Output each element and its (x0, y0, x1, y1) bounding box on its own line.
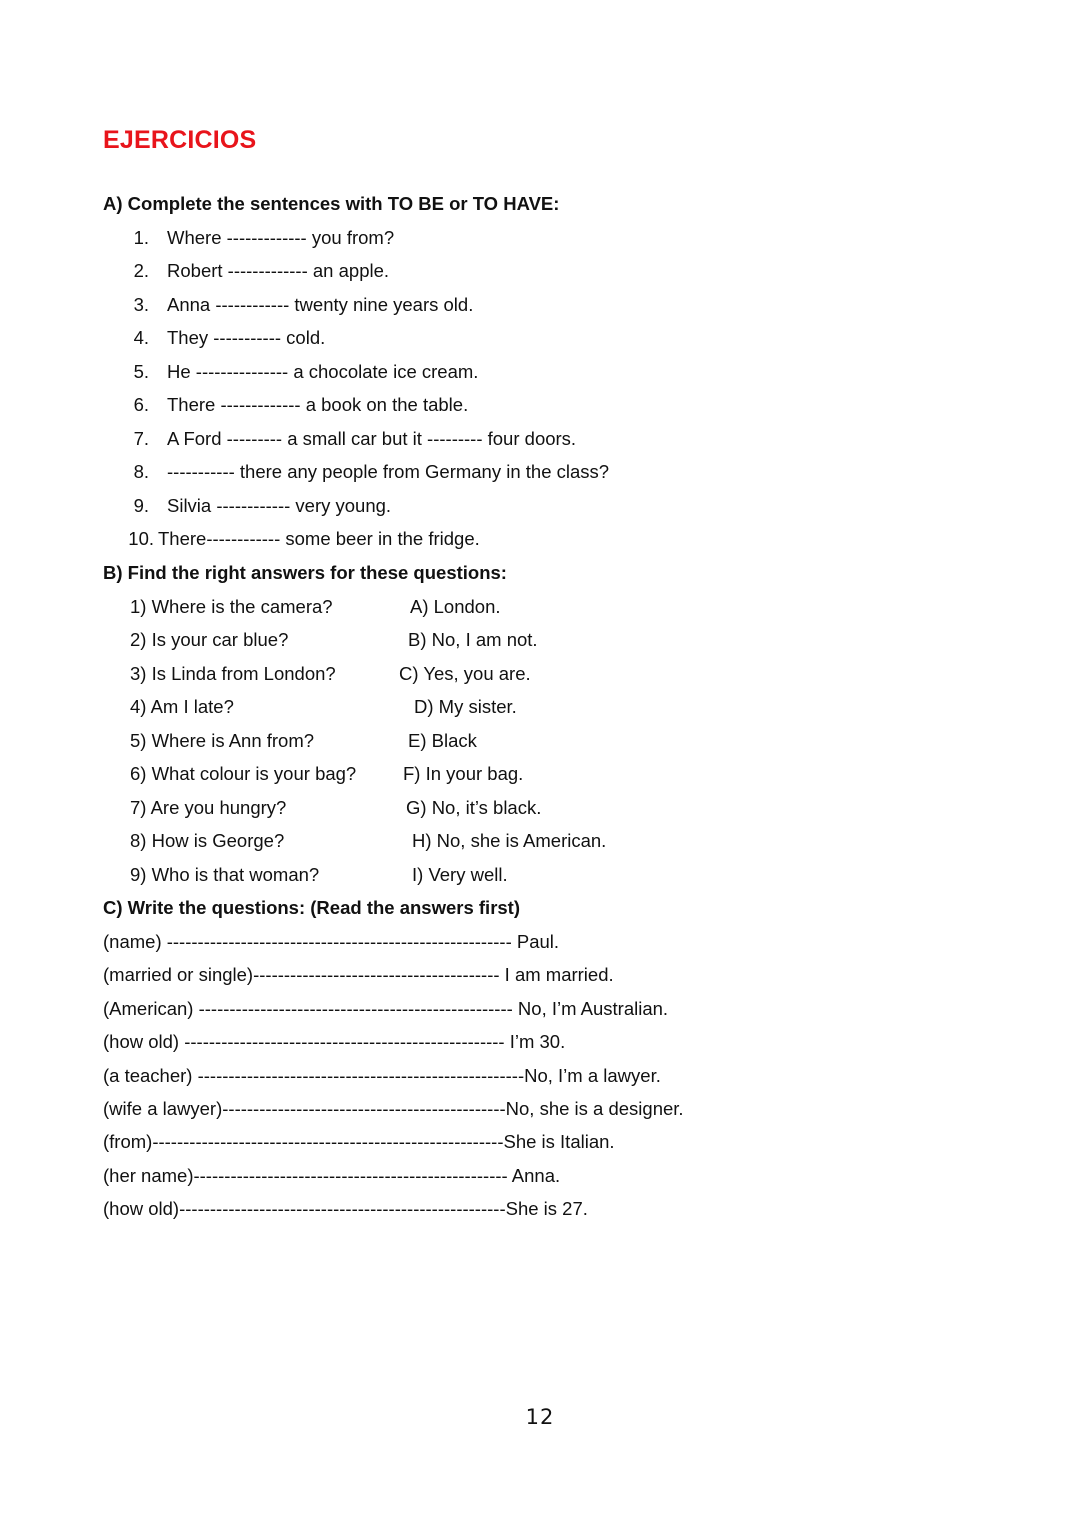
item-text: They ----------- cold. (167, 327, 326, 348)
question-line: (how old) ---------------------------------------------------- I’m 30. (103, 1031, 566, 1052)
item-number: 6. (133, 394, 149, 415)
question-item: 8) How is George? (130, 830, 285, 851)
item-text: He --------------- a chocolate ice cream. (167, 361, 479, 382)
answer-item: A) London. (410, 596, 501, 617)
page-number: 12 (525, 1405, 555, 1429)
item-text: A Ford --------- a small car but it --------- four doors. (167, 428, 577, 449)
section-c-heading: C) Write the questions: (Read the answers first) (103, 897, 520, 918)
question-line: (married or single)---------------------------------------- I am married. (103, 964, 614, 985)
question-line: (her name)--------------------------------------------------- Anna. (103, 1165, 561, 1186)
answer-item: I) Very well. (412, 864, 508, 885)
answer-item: E) Black (408, 730, 477, 751)
item-text: Where ------------- you from? (167, 227, 395, 248)
item-number: 4. (133, 327, 149, 348)
answer-item: C) Yes, you are. (399, 663, 531, 684)
question-item: 9) Who is that woman? (130, 864, 320, 885)
answer-item: G) No, it’s black. (406, 797, 542, 818)
item-number: 9. (133, 495, 149, 516)
item-number: 10. (128, 528, 154, 549)
item-number: 2. (133, 260, 149, 281)
item-text: There------------ some beer in the fridge. (158, 528, 480, 549)
answer-item: D) My sister. (414, 696, 517, 717)
item-text: There ------------- a book on the table. (167, 394, 469, 415)
question-line: (from)---------------------------------------------------------She is Italian. (103, 1131, 615, 1152)
page-title: EJERCICIOS (103, 126, 257, 154)
question-line: (name) -------------------------------------------------------- Paul. (103, 931, 560, 952)
question-line: (how old)-----------------------------------------------------She is 27. (103, 1198, 588, 1219)
item-text: Anna ------------ twenty nine years old. (167, 294, 474, 315)
question-line: (a teacher) -----------------------------------------------------No, I’m a lawyer. (103, 1065, 661, 1086)
item-number: 7. (133, 428, 149, 449)
question-item: 4) Am I late? (130, 696, 234, 717)
question-item: 7) Are you hungry? (130, 797, 287, 818)
section-a-heading: A) Complete the sentences with TO BE or TO HAVE: (103, 193, 560, 214)
item-number: 3. (133, 294, 149, 315)
question-item: 6) What colour is your bag? (130, 763, 357, 784)
item-number: 8. (133, 461, 149, 482)
answer-item: F) In your bag. (403, 763, 524, 784)
question-line: (American) --------------------------------------------------- No, I’m Australian. (103, 998, 669, 1019)
question-line: (wife a lawyer)----------------------------------------------No, she is a designer. (103, 1098, 684, 1119)
item-text: Robert ------------- an apple. (167, 260, 390, 281)
item-number: 5. (133, 361, 149, 382)
answer-item: H) No, she is American. (412, 830, 607, 851)
question-item: 2) Is your car blue? (130, 629, 289, 650)
item-text: Silvia ------------ very young. (167, 495, 392, 516)
item-text: ----------- there any people from Germany in the class? (167, 461, 610, 482)
question-item: 1) Where is the camera? (130, 596, 333, 617)
answer-item: B) No, I am not. (408, 629, 538, 650)
question-item: 3) Is Linda from London? (130, 663, 336, 684)
question-item: 5) Where is Ann from? (130, 730, 315, 751)
section-b-heading: B) Find the right answers for these questions: (103, 562, 507, 583)
item-number: 1. (133, 227, 149, 248)
